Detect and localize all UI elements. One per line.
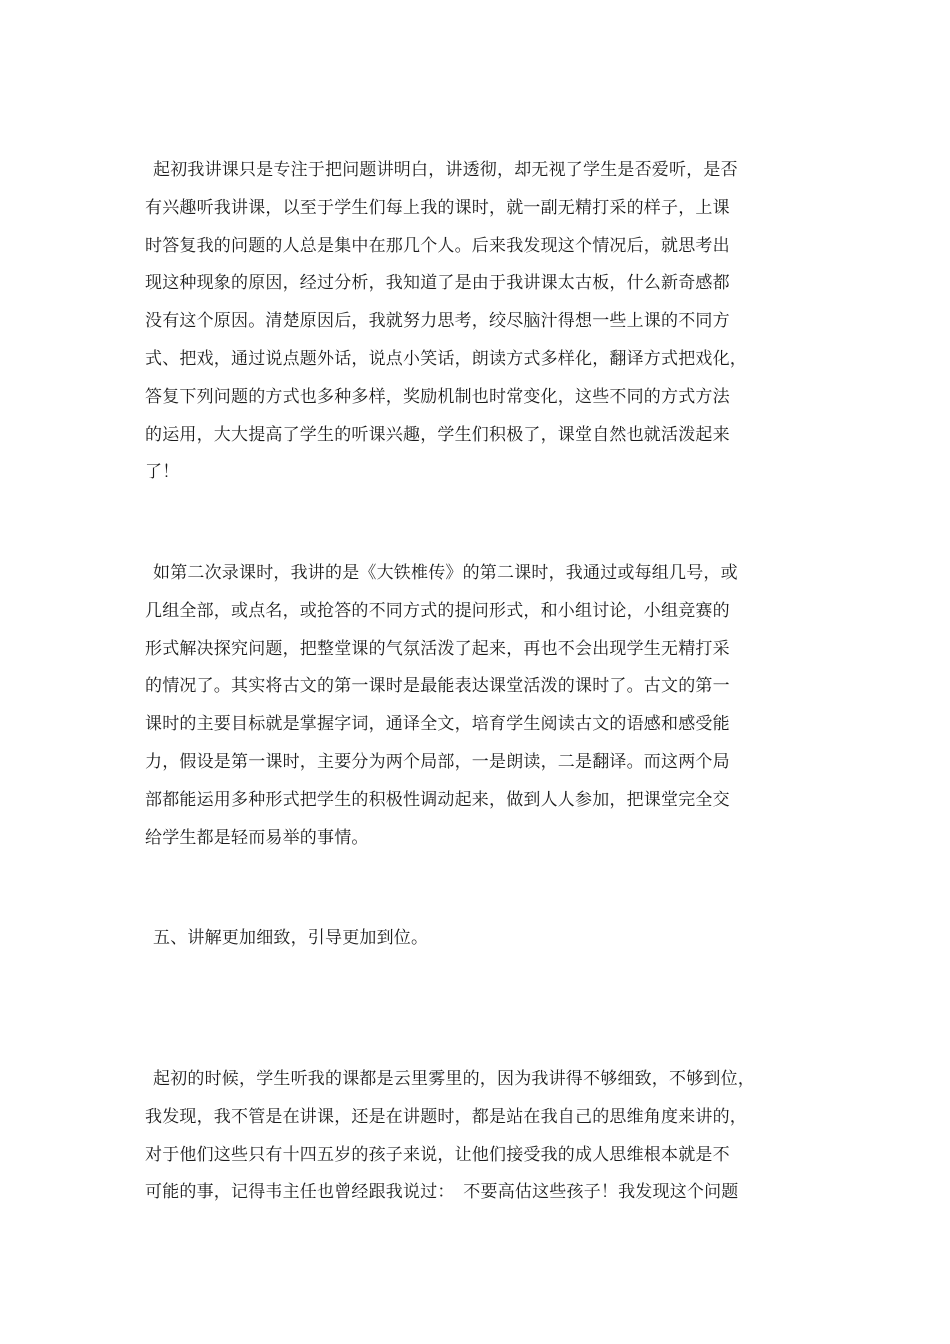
- text-line: 对于他们这些只有十四五岁的孩子来说，让他们接受我的成人思维根本就是不: [145, 1144, 730, 1165]
- text-line: 课时的主要目标就是掌握字词，通译全文，培育学生阅读古文的语感和感受能: [145, 714, 730, 735]
- text-line: 现这种现象的原因，经过分析，我知道了是由于我讲课太古板，什么新奇感都: [145, 273, 730, 294]
- text-line: 没有这个原因。清楚原因后，我就努力思考，绞尽脑汁得想一些上课的不同方: [145, 311, 730, 332]
- text-line: 部都能运用多种形式把学生的积极性调动起来，做到人人参加，把课堂完全交: [145, 789, 730, 810]
- text-line: 式、把戏，通过说点题外话，说点小笑话，朗读方式多样化，翻译方式把戏化，: [145, 348, 747, 369]
- text-line: 有兴趣听我讲课，以至于学生们每上我的课时，就一副无精打采的样子，上课: [145, 197, 730, 218]
- text-line: 的运用，大大提高了学生的听课兴趣，学生们积极了，课堂自然也就活泼起来: [145, 424, 730, 445]
- text-line: 可能的事，记得韦主任也曾经跟我说过： 不要高估这些孩子！我发现这个问题: [145, 1182, 739, 1203]
- text-line: 给学生都是轻而易举的事情。: [145, 827, 369, 848]
- paragraph-recorded-lesson: [145, 555, 815, 857]
- text-line: 时答复我的问题的人总是集中在那几个人。后来我发现这个情况后，就思考出: [145, 235, 730, 256]
- paragraph-detailed-explanation: [145, 1061, 815, 1212]
- paragraph-teaching-interest: [145, 152, 815, 492]
- text-line: 形式解决探究问题，把整堂课的气氛活泼了起来，再也不会出现学生无精打采: [145, 638, 730, 659]
- text-line: 起初我讲课只是专注于把问题讲明白，讲透彻，却无视了学生是否爱听，是否: [153, 160, 738, 180]
- section-heading-text: 五、讲解更加细致，引导更加到位。: [153, 928, 429, 948]
- text-line: 答复下列问题的方式也多种多样，奖励机制也时常变化，这些不同的方式方法: [145, 386, 730, 407]
- text-line: 起初的时候，学生听我的课都是云里雾里的，因为我讲得不够细致，不够到位，: [153, 1069, 755, 1089]
- text-line: 的情况了。其实将古文的第一课时是最能表达课堂活泼的课时了。古文的第一: [145, 676, 730, 697]
- text-line: 力，假设是第一课时，主要分为两个局部，一是朗读，二是翻译。而这两个局: [145, 751, 730, 772]
- text-line: 我发现，我不管是在讲课，还是在讲题时，都是站在我自己的思维角度来讲的，: [145, 1106, 747, 1127]
- section-heading: [145, 920, 815, 958]
- text-line: 了！: [145, 462, 180, 483]
- text-line: 几组全部，或点名，或抢答的不同方式的提问形式，和小组讨论，小组竞赛的: [145, 600, 730, 621]
- text-line: 如第二次录课时，我讲的是《大铁椎传》的第二课时，我通过或每组几号，或: [153, 563, 738, 583]
